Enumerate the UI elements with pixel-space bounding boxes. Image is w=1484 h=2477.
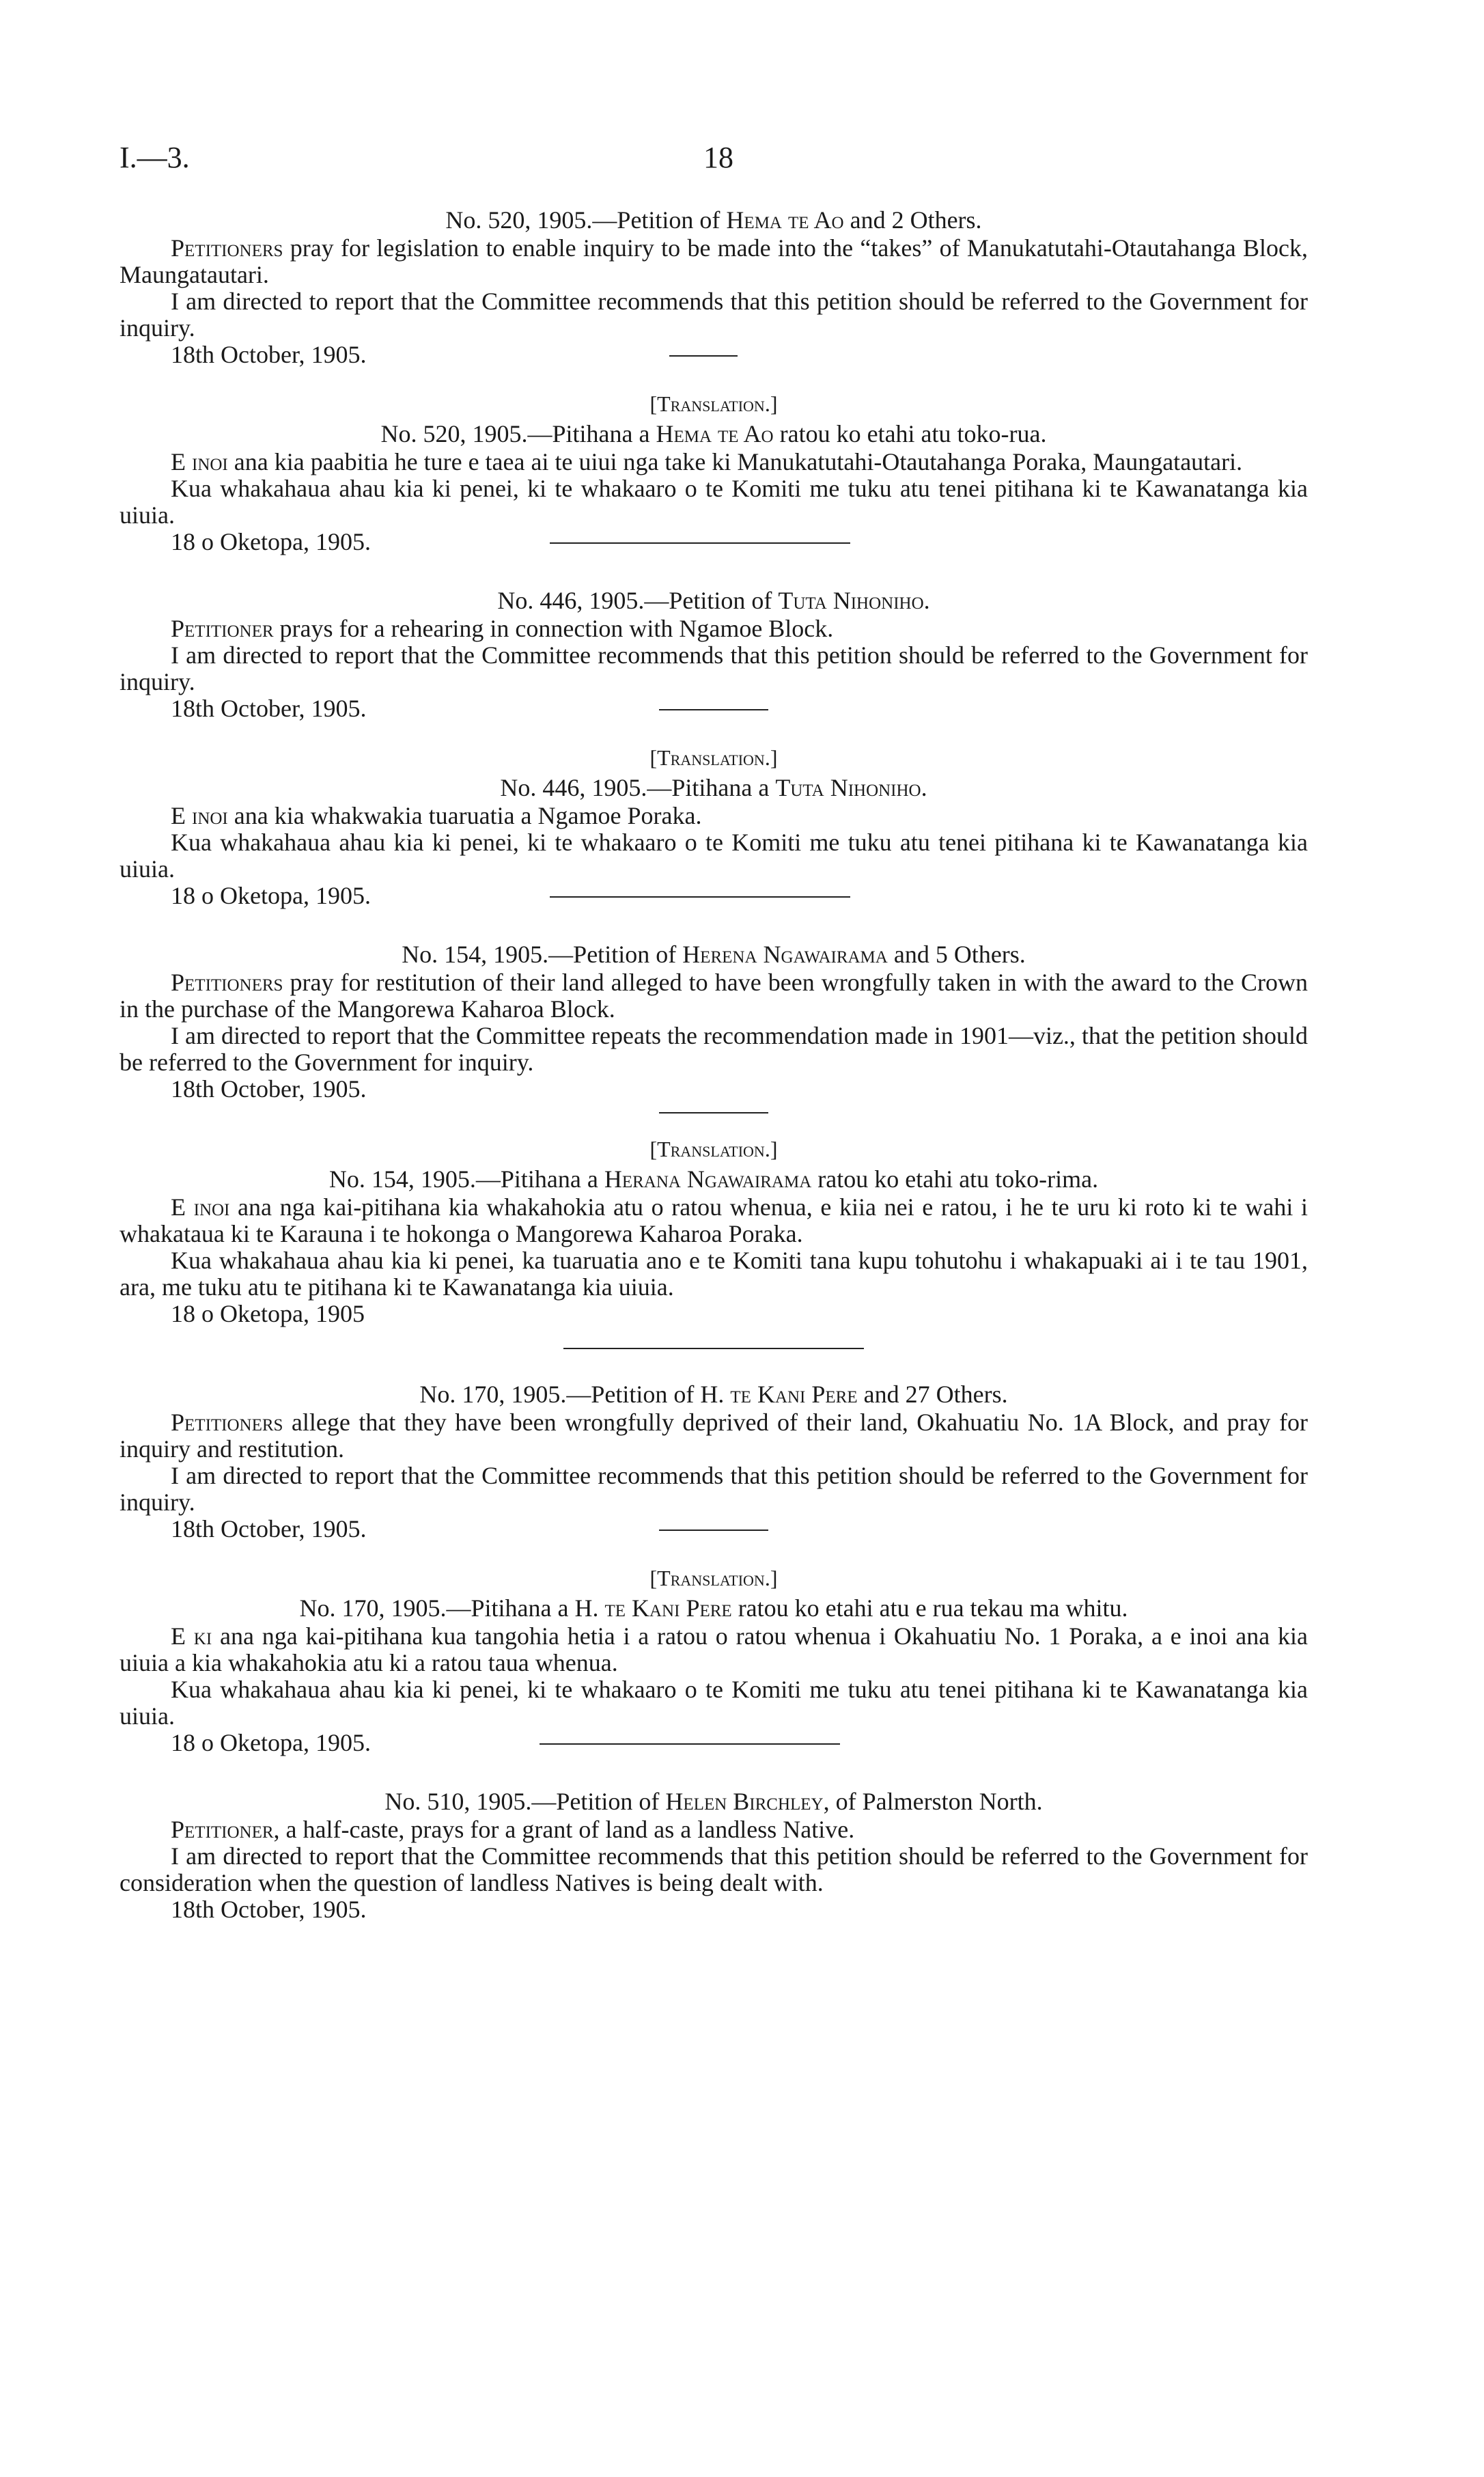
translation-date: 18 o Oketopa, 1905.: [171, 882, 371, 909]
petition-510: [120, 1786, 1308, 1923]
translation-label: [Translation.]: [649, 745, 778, 770]
petition-summary: Petitioner, a half-caste, prays for a grant of land as a landless Native.: [171, 1816, 855, 1843]
page-number: 18: [703, 141, 733, 174]
petition-separator: [550, 896, 850, 898]
petition-title: No. 154, 1905.—Petition of Herena Ngawairama and 5 Others.: [402, 941, 1026, 968]
petition-summary: Petitioners pray for restitution of their land alleged to have been wrongfully taken in with the award to the Crown in the purchase of the Mangorewa Kaharoa Block.: [120, 969, 1308, 1023]
section-divider: [659, 709, 768, 710]
section-divider: [669, 355, 738, 357]
translation-label: [Translation.]: [649, 1137, 778, 1161]
petition-170: [120, 1379, 1308, 1756]
series-reference: I.—3.: [120, 141, 190, 174]
petition-title: No. 170, 1905.—Petition of H. te Kani Pere and 27 Others.: [419, 1381, 1008, 1408]
translation-summary: E inoi ana nga kai-pitihana kia whakahokia atu o ratou whenua, e kiia nei e ratou, i he te uru ki roto ki te wahi i whakataua ki te Karauna i te hokonga o Mangorewa Kaharoa Poraka.: [120, 1193, 1308, 1247]
committee-report: I am directed to report that the Committee repeats the recommendation made in 1901—viz., that the petition should be referred to the Government for inquiry.: [120, 1022, 1308, 1076]
petition-separator: [540, 1743, 840, 1745]
translation-summary: E inoi ana kia paabitia he ture e taea ai te uiui nga take ki Manukatutahi-Otautahanga Poraka, Maungatautari.: [171, 448, 1243, 475]
page-content: [120, 205, 1308, 1923]
translation-label: [Translation.]: [649, 1566, 778, 1590]
translation-label: [Translation.]: [649, 391, 778, 416]
report-date: 18th October, 1905.: [171, 1515, 367, 1542]
translation-report: Kua whakahaua ahau kia ki penei, ka tuaruatia ano e te Komiti tana kupu tohutohu i whakapuaki ai i te tau 1901, ara, me tuku atu te pitihana ki te Kawanatanga kia uiuia.: [120, 1247, 1308, 1301]
translation-summary: E ki ana nga kai-pitihana kua tangohia hetia i a ratou o ratou whenua i Okahuatiu No. 1 Poraka, a e inoi ana kia uiuia a kia whakahokia atu ki a ratou taua whenua.: [120, 1622, 1308, 1676]
report-date: 18th October, 1905.: [171, 1896, 367, 1923]
translation-report: Kua whakahaua ahau kia ki penei, ki te whakaaro o te Komiti me tuku atu tenei pitihana ki te Kawanatanga kia uiuia.: [120, 829, 1308, 883]
petition-520: [120, 205, 1308, 555]
translation-title: No. 446, 1905.—Pitihana a Tuta Nihoniho.: [500, 774, 927, 801]
translation-title: No. 154, 1905.—Pitihana a Herana Ngawairama ratou ko etahi atu toko-rima.: [328, 1165, 1099, 1193]
translation-date: 18 o Oketopa, 1905.: [171, 1729, 371, 1756]
translation-summary: E inoi ana kia whakwakia tuaruatia a Ngamoe Poraka.: [171, 802, 702, 829]
report-date: 18th October, 1905.: [171, 695, 367, 722]
committee-report: I am directed to report that the Committee recommends that this petition should be referred to the Government for inquiry.: [120, 288, 1308, 342]
translation-report: Kua whakahaua ahau kia ki penei, ki te whakaaro o te Komiti me tuku atu tenei pitihana ki te Kawanatanga kia uiuia.: [120, 475, 1308, 529]
section-divider: [659, 1530, 768, 1531]
translation-title: No. 170, 1905.—Pitihana a H. te Kani Pere ratou ko etahi atu e rua tekau ma whitu.: [299, 1594, 1128, 1622]
translation-date: 18 o Oketopa, 1905.: [171, 528, 371, 555]
petition-summary: Petitioners pray for legislation to enable inquiry to be made into the “takes” of Manukatutahi-Otautahanga Block, Maungatautari.: [120, 234, 1308, 288]
translation-title: No. 520, 1905.—Pitihana a Hema te Ao ratou ko etahi atu toko-rua.: [380, 420, 1047, 447]
petition-154: [120, 939, 1308, 1349]
committee-report: I am directed to report that the Committee recommends that this petition should be referred to the Government for inquiry.: [120, 641, 1308, 695]
translation-report: Kua whakahaua ahau kia ki penei, ki te whakaaro o te Komiti me tuku atu tenei pitihana ki te Kawanatanga kia uiuia.: [120, 1676, 1308, 1730]
petition-summary: Petitioners allege that they have been wrongfully deprived of their land, Okahuatiu No. 1A Block, and pray for inquiry and restitution.: [120, 1409, 1308, 1463]
petition-title: No. 510, 1905.—Petition of Helen Birchley, of Palmerston North.: [384, 1788, 1043, 1815]
petition-446: [120, 585, 1308, 909]
report-date: 18th October, 1905.: [171, 1075, 367, 1103]
petition-separator: [550, 542, 850, 544]
petition-title: No. 520, 1905.—Petition of Hema te Ao and 2 Others.: [445, 206, 982, 234]
petition-summary: Petitioner prays for a rehearing in connection with Ngamoe Block.: [171, 615, 834, 642]
committee-report: I am directed to report that the Committee recommends that this petition should be referred to the Government for consideration when the question of landless Natives is being dealt with.: [120, 1842, 1308, 1896]
petition-title: No. 446, 1905.—Petition of Tuta Nihoniho.: [497, 587, 930, 614]
translation-date: 18 o Oketopa, 1905: [171, 1300, 365, 1327]
committee-report: I am directed to report that the Committee recommends that this petition should be referred to the Government for inquiry.: [120, 1462, 1308, 1516]
page-header: [120, 140, 1308, 188]
report-date: 18th October, 1905.: [171, 341, 367, 368]
